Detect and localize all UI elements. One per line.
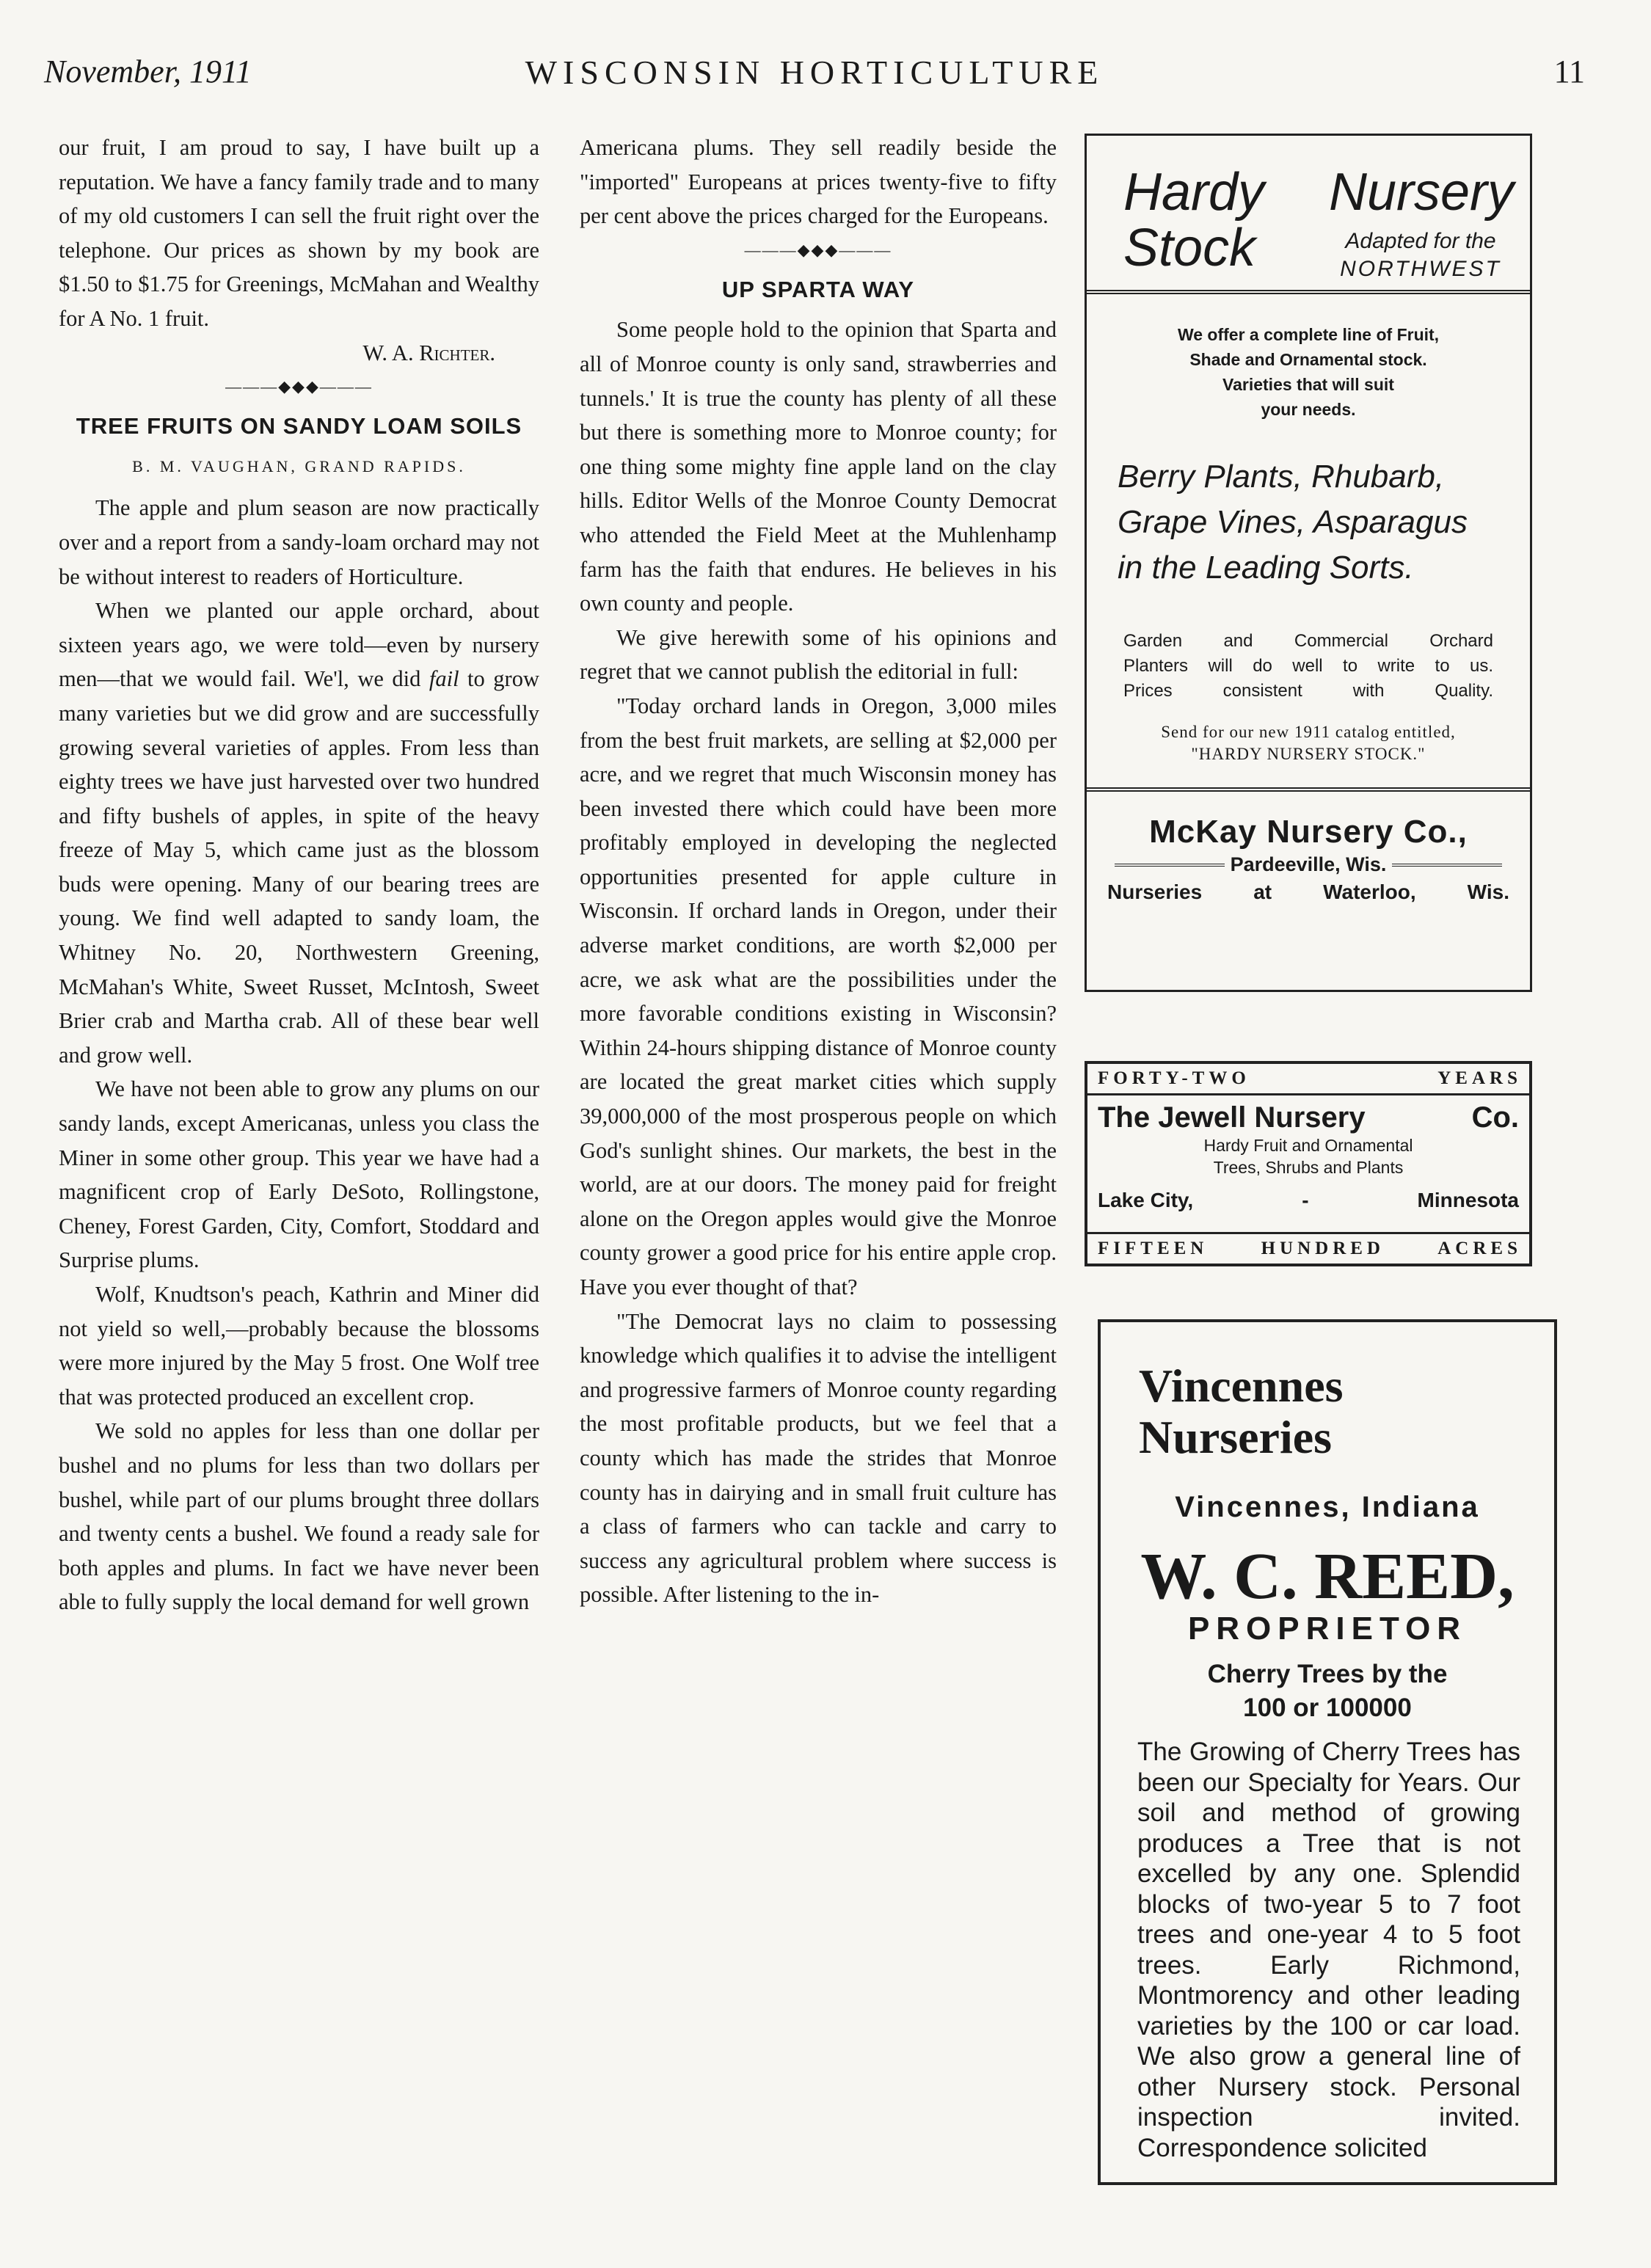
column-left [59, 131, 539, 1619]
state: Minnesota [1417, 1189, 1519, 1211]
company-name-main: The Jewell Nursery [1098, 1101, 1366, 1134]
ad-line: Varieties that will suit [1222, 375, 1394, 394]
ad-products [1087, 454, 1530, 591]
text-run: to grow many varieties but we did grow and are successfully growing several varieties of apples. From less than eighty trees we have just harvested over two hundred and fifty bushels of apples, in spite of the heavy freeze of May 5, which came just as the blossom buds were opening. Many of our bearing trees are young. We find well adapted to sandy loam, the Whitney No. 20, Northwestern Greening, McMahan's White, Sweet Russet, McIntosh, Sweet Brier crab and Martha crab. All of these bear well and grow well. [59, 666, 539, 1068]
article-byline: B. M. VAUGHAN, GRAND RAPIDS. [132, 456, 466, 475]
company-name [1087, 1101, 1529, 1134]
tagline-line: NORTHWEST [1340, 257, 1501, 281]
ad-products [1087, 1134, 1529, 1178]
advertisement-jewell-nursery [1085, 1061, 1532, 1266]
rule-left [1115, 864, 1225, 867]
company-town: Pardeeville, Wis. [1230, 853, 1387, 875]
page-header [44, 53, 1585, 104]
ad-body: The Growing of Cherry Trees has been our Specialty for Years. Our soil and method of growing produces a Tree that is not excelled by any one. Splendid blocks of two-year 5 to 7 foot trees and one-year 4 to 5 foot trees. Early Richmond, Montmorency and other leading varieties by the 100 or car load. We also grow a general line of other Nursery stock. Personal inspection invited. Correspondence solicited [1137, 1738, 1520, 2162]
article-title: UP SPARTA WAY [721, 276, 915, 302]
journal-title: WISCONSIN HORTICULTURE [525, 54, 1104, 91]
paragraph: "Today orchard lands in Oregon, 3,000 miles from the best fruit markets, are selling at $2,000 per acre, and we regret that much Wisconsin money has been invested there which could have been more profitably employed in developing the neglected opportunities presented for apple culture in Wisconsin. If orchard lands in Oregon, under their adverse market conditions, are worth $2,000 per acre, we ask what are the possibilities under the more favorable conditions existing in Wisconsin? Within 24-hours shipping distance of Monroe county are located the great market cities which supply 39,000,000 of the most prosperous people on which God's sunlight shines. Our markets, the best in the world, are at our doors. The money paid for freight alone on the Oregon apples would give the Monroe county grower a good price for his entire apple crop. Have you ever thought of that? [580, 693, 1057, 1299]
proprietor-label: PROPRIETOR [1187, 1611, 1468, 1647]
ad-catalog-offer [1087, 721, 1530, 765]
title-line: Vincennes [1139, 1360, 1344, 1412]
page-number: 11 [1553, 54, 1585, 90]
city: Lake City, [1098, 1189, 1194, 1211]
ad-garden-text [1087, 629, 1530, 704]
ad-line: Planters will do well to write to us. [1123, 656, 1493, 676]
ad-title-word: Nursery [1329, 163, 1515, 222]
italic-text: fail [429, 666, 459, 692]
ad-title-word: Stock [1123, 219, 1256, 277]
company-town-row [1087, 853, 1530, 876]
ad-location: Vincennes, Indiana [1175, 1491, 1480, 1523]
paragraph: We sold no apples for less than one dollar per bushel and no plums for less than two dollars per bushel, while part of our plums brought three dollars and twenty cents a bushel. We found a ready sale for both apples and plums. In fact we have never been able to fully supply the local demand for well grown [59, 1418, 539, 1615]
paragraph: We give herewith some of his opinions and regret that we cannot publish the editorial in full: [580, 624, 1057, 685]
nurseries-location [1087, 880, 1530, 904]
paragraph [59, 594, 539, 1072]
ad-line: We offer a complete line of Fruit, [1177, 325, 1440, 344]
proprietor-name: W. C. REED, [1140, 1540, 1515, 1613]
banner-word: FORTY-TWO [1098, 1068, 1250, 1088]
double-rule [1087, 787, 1530, 792]
advertisement-mckay-nursery [1085, 134, 1532, 992]
subhead-line: 100 or 100000 [1243, 1693, 1412, 1722]
separator: - [1302, 1189, 1309, 1211]
text-run: When we planted our apple orchard, about sixteen years ago, we were told—even by nursery men—that we would fail. We'l, we did [59, 598, 539, 692]
nurseries-at: at [1253, 880, 1272, 903]
ad-line: "HARDY NURSERY STOCK." [1191, 745, 1426, 763]
ad-line: in the Leading Sorts. [1118, 550, 1414, 586]
signature: W. A. Richter. [362, 340, 495, 365]
ad-title [1101, 1322, 1554, 1463]
paragraph: Wolf, Knudtson's peach, Kathrin and Miner did not yield so well,—probably because the blossoms were more injured by the May 5 frost. One Wolf tree that was protected produced an excellent crop. [59, 1282, 539, 1410]
ad-line: your needs. [1261, 400, 1356, 419]
ad-line: Prices consistent with Quality. [1123, 681, 1493, 701]
column-middle [580, 131, 1057, 1612]
nurseries-state: Wis. [1467, 880, 1509, 903]
paragraph: We have not been able to grow any plums on our sandy lands, except Americanas, unless you class the Miner in some other group. This year we have had a magnificent crop of Early DeSoto, Rollingstone, Cheney, Forest Garden, City, Comfort, Stoddard and Surprise plums. [59, 1076, 539, 1273]
nurseries-town: Waterloo, [1323, 880, 1416, 903]
ad-heading [1087, 136, 1530, 294]
ad-line: Grape Vines, Asparagus [1118, 504, 1468, 540]
ad-title-word: Hardy [1123, 163, 1265, 222]
subhead-line: Cherry Trees by the [1207, 1660, 1448, 1688]
paragraph: Some people hold to the opinion that Sparta and all of Monroe county is only sand, strawberries and tunnels.' It is true the county has plenty of all these but there is something more to Monroe county; for one thing some mighty fine apple land on the clay hills. Editor Wells of the Monroe County Democrat who attended the Field Meet at the Muhlenhamp farm has the faith that endures. He believes in his own county and people. [580, 317, 1057, 616]
title-line: Nurseries [1139, 1411, 1333, 1463]
ad-bottom-banner [1087, 1232, 1529, 1264]
section-divider: ———◆◆◆——— [744, 240, 892, 259]
ad-tagline [1322, 227, 1520, 283]
company-location [1087, 1189, 1529, 1212]
ad-line: Hardy Fruit and Ornamental [1203, 1136, 1413, 1155]
ad-line: Garden and Commercial Orchard [1123, 631, 1493, 651]
article-title: TREE FRUITS ON SANDY LOAM SOILS [76, 413, 522, 440]
section-divider: ———◆◆◆——— [225, 377, 373, 396]
ad-line: Send for our new 1911 catalog entitled, [1161, 723, 1456, 741]
ad-subhead [1101, 1658, 1554, 1725]
banner-word: ACRES [1437, 1239, 1522, 1258]
paragraph: The apple and plum season are now practically over and a report from a sandy-loam orchard may not be without interest to readers of Horticulture. [59, 495, 539, 589]
advertisement-vincennes-nurseries [1098, 1319, 1557, 2185]
banner-word: YEARS [1437, 1068, 1522, 1088]
paragraph: "The Democrat lays no claim to possessing knowledge which qualifies it to advise the intelligent and progressive farmers of Monroe county regarding the most profitable products, but we feel that a county which has made the strides that Monroe county has in dairying and in small fruit culture has a class of farmers who can tackle and carry to success any agricultural problem where success is possible. After listening to the in- [580, 1308, 1057, 1608]
banner-word: HUNDRED [1261, 1239, 1385, 1258]
nurseries-label: Nurseries [1107, 880, 1203, 903]
rule-right [1392, 864, 1502, 867]
paragraph: Americana plums. They sell readily beside the "imported" Europeans at prices twenty-five to fifty per cent above the prices charged for the Europeans. [580, 135, 1057, 229]
tagline-line: Adapted for the [1345, 229, 1496, 253]
ad-line: Shade and Ornamental stock. [1189, 350, 1427, 369]
company-name: McKay Nursery Co., [1149, 814, 1468, 850]
company-name-suffix: Co. [1471, 1101, 1519, 1134]
ad-top-banner [1087, 1064, 1529, 1095]
issue-date: November, 1911 [44, 54, 252, 90]
banner-word: FIFTEEN [1098, 1239, 1209, 1258]
ad-line: Berry Plants, Rhubarb, [1118, 459, 1445, 495]
paragraph: our fruit, I am proud to say, I have built up a reputation. We have a fancy family trade and to many of my old customers I can sell the fruit right over the telephone. Our prices as shown by my book are $1.50 to $1.75 for Greenings, McMahan and Wealthy for A No. 1 fruit. [59, 135, 539, 331]
ad-line: Trees, Shrubs and Plants [1213, 1158, 1404, 1177]
ad-offer [1087, 322, 1530, 422]
